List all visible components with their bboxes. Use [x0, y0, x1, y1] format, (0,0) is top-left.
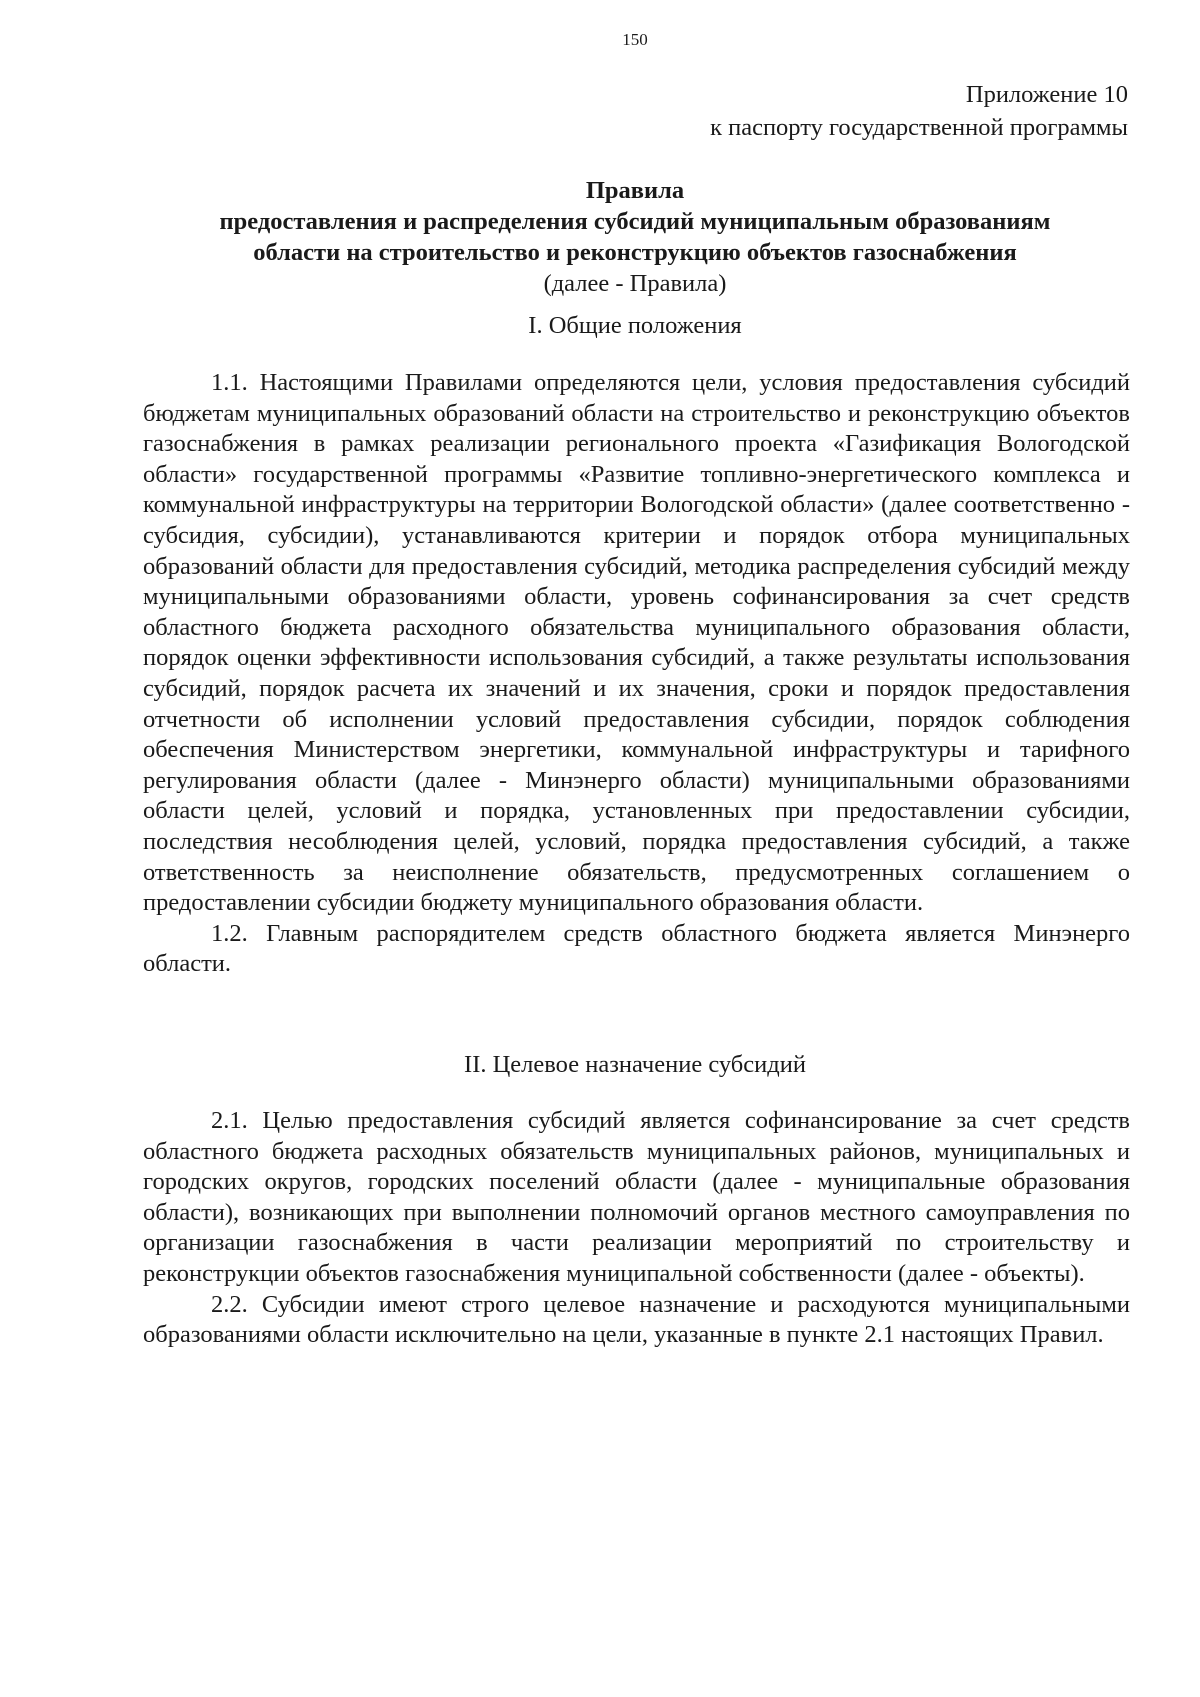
title-line-3: области на строительство и реконструкцию объектов газоснабжения: [253, 239, 1017, 266]
document-title: [140, 175, 1130, 299]
title-line-4: (далее - Правила): [543, 270, 727, 297]
section-1-heading: I. Общие положения: [528, 312, 742, 339]
appendix-reference: [710, 78, 1128, 144]
appendix-line-2: к паспорту государственной программы: [710, 114, 1128, 141]
appendix-line-1: Приложение 10: [965, 81, 1128, 108]
title-line-1: Правила: [585, 177, 685, 204]
title-line-2: предоставления и распределения субсидий муниципальным образованиям: [219, 208, 1051, 235]
section-2-body: [143, 1106, 1130, 1351]
paragraph-1-1: 1.1. Настоящими Правилами определяются цели, условия предоставления субсидий бюджетам муниципальных образований области на строительство и реконструкцию объектов газоснабжения в рамках реализации регионального проекта «Газификация Вологодской области» государственной программы «Развитие топливно-энергетического комплекса и коммунальной инфраструктуры на территории Вологодской области» (далее соответственно - субсидия, субсидии), устанавливаются критерии и порядок отбора муниципальных образований области для предоставления субсидий, методика распределения субсидий между муниципальными образованиями области, уровень софинансирования за счет средств областного бюджета расходного обязательства муниципального образования области, порядок оценки эффективности использования субсидий, а также результаты использования субсидий, порядок расчета их значений и их значения, сроки и порядок предоставления отчетности об исполнении условий предоставления субсидии, порядок соблюдения обеспечения Министерством энергетики, коммунальной инфраструктуры и тарифного регулирования области (далее - Минэнерго области) муниципальными образованиями области целей, условий и порядка, установленных при предоставлении субсидии, последствия несоблюдения целей, условий, порядка предоставления субсидий, а также ответственность за неисполнение обязательств, предусмотренных соглашением о предоставлении субсидии бюджету муниципального образования области.: [143, 369, 1130, 917]
section-2-heading: II. Целевое назначение субсидий: [464, 1051, 806, 1078]
paragraph-1-2: 1.2. Главным распорядителем средств областного бюджета является Минэнерго области.: [143, 919, 1130, 978]
paragraph-2-1: 2.1. Целью предоставления субсидий является софинансирование за счет средств областного бюджета расходных обязательств муниципальных районов, муниципальных и городских округов, городских поселений области (далее - муниципальные образования области), возникающих при выполнении полномочий органов местного самоуправления по организации газоснабжения в части реализации мероприятий по строительству и реконструкции объектов газоснабжения муниципальной собственности (далее - объекты).: [143, 1107, 1130, 1287]
page-number: 150: [622, 30, 648, 49]
paragraph-2-2: 2.2. Субсидии имеют строго целевое назначение и расходуются муниципальными образованиями области исключительно на цели, указанные в пункте 2.1 настоящих Правил.: [143, 1290, 1130, 1349]
section-1-body: [143, 368, 1130, 980]
